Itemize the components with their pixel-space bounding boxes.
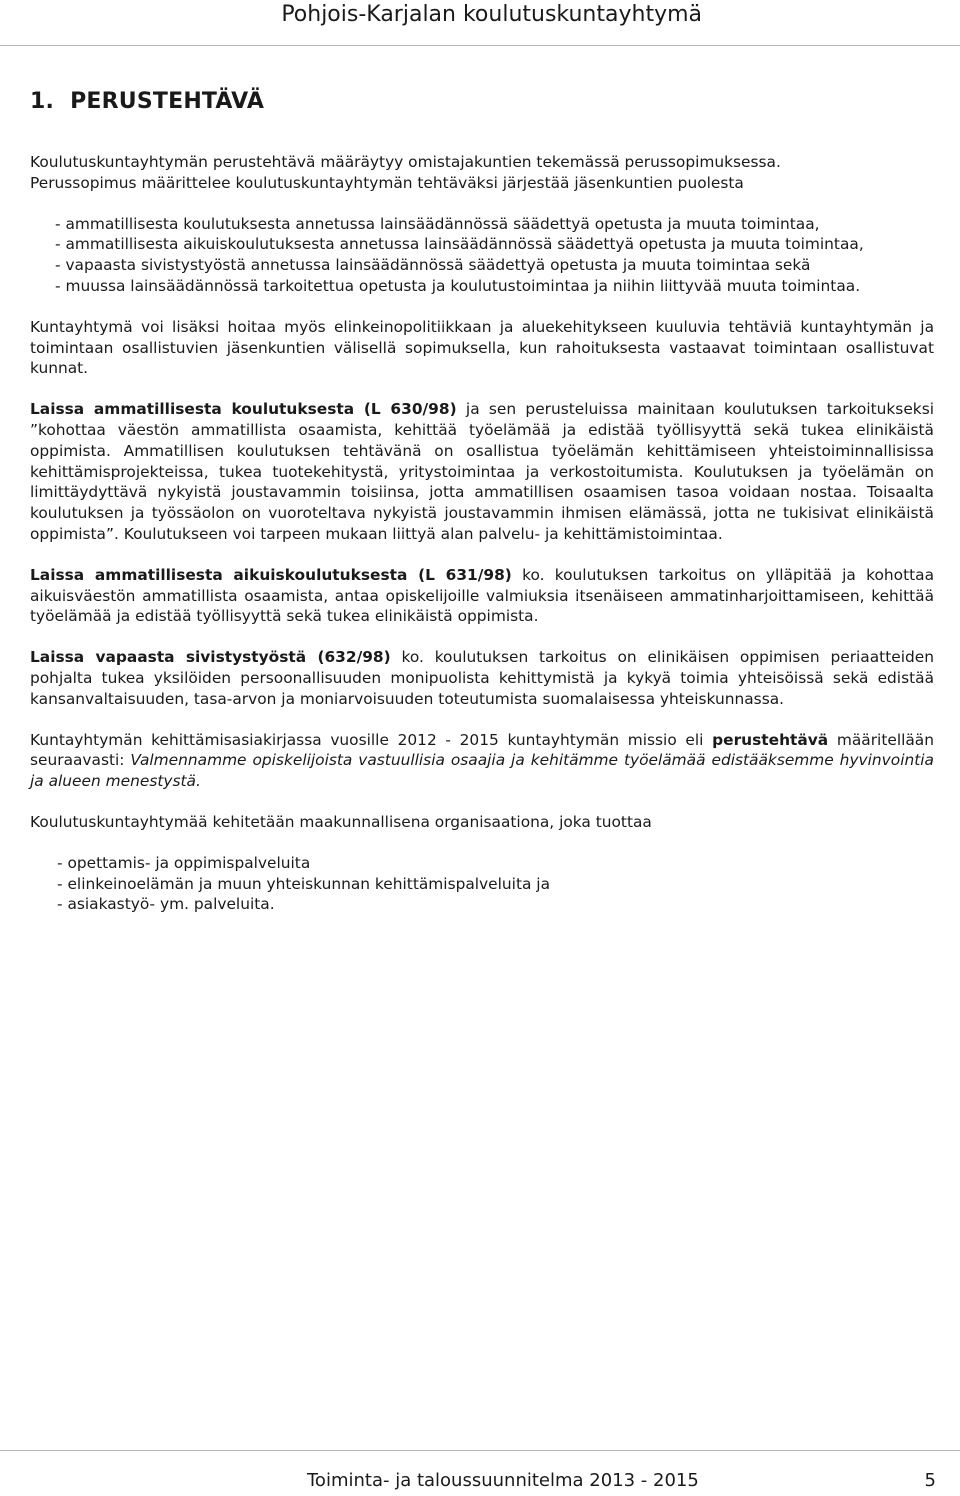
section-heading bbox=[30, 89, 264, 114]
paragraph-vocational-law: Laissa ammatillisesta koulutuksesta (L 630/98) ja sen perusteluissa mainitaan koulutuksen tarkoitukseksi ”kohottaa väestön ammatillista osaamista, kehittää työelämää ja edistää työllisyyttä sekä tukea elinikäistä oppimista. Ammatillisen koulutuksen tehtävänä on osallistua työelämän kehittämiseen yhteistoiminnallisissa kehittämisprojekteissa, tukea tuotekehitystä, yritystoimintaa ja verkostoitumista. Koulutuksen ja työelämän on limittäydyttävä nykyistä joustavammin toisiinsa, jotta ammatillisen osaamisen tasoa voidaan nostaa. Toisaalta koulutuksen ja työssäolon on vuoroteltava nykyistä joustavammin ihmisen elämässä, jotta ne tukisivat elinikäistä oppimista”. Koulutukseen voi tarpeen mukaan liittyä alan palvelu- ja kehittämistoimintaa. bbox=[30, 400, 935, 543]
section-number: 1. bbox=[30, 89, 55, 114]
mission-keyword: perustehtävä bbox=[712, 730, 829, 749]
footer-title: Toiminta- ja taloussuunnitelma 2013 - 2015 bbox=[307, 1470, 699, 1491]
header-divider bbox=[0, 45, 960, 46]
intro-line-1: Koulutuskuntayhtymän perustehtävä määräytyy omistajakuntien tekemässä perussopimuksessa. bbox=[30, 153, 781, 171]
law-reference-632: Laissa vapaasta sivistystyöstä (632/98) bbox=[30, 648, 391, 667]
duties-list bbox=[30, 214, 934, 297]
list-item: - opettamis- ja oppimispalveluita bbox=[57, 853, 311, 872]
intro-line-2: Perussopimus määrittelee koulutuskuntayhtymän tehtäväksi järjestää jäsenkuntien puolesta bbox=[30, 173, 744, 192]
paragraph-organisation: Koulutuskuntayhtymää kehitetään maakunnallisena organisaationa, joka tuottaa bbox=[30, 812, 652, 831]
footer-divider bbox=[0, 1450, 960, 1451]
list-item: - ammatillisesta koulutuksesta annetussa lainsäädännössä säädettyä opetusta ja muuta toimintaa, bbox=[55, 214, 820, 233]
law-reference-631: Laissa ammatillisesta aikuiskoulutuksesta (L 631/98) bbox=[30, 565, 512, 584]
mission-statement: Valmennamme opiskelijoista vastuullisia osaajia ja kehitämme työelämää edistääksemme hyvinvointia ja alueen menestystä. bbox=[30, 751, 934, 791]
document-body bbox=[30, 152, 934, 915]
section-title: PERUSTEHTÄVÄ bbox=[70, 89, 265, 114]
page-header bbox=[0, 0, 960, 48]
services-list bbox=[30, 853, 934, 915]
law-reference-630: Laissa ammatillisesta koulutuksesta (L 630/98) bbox=[30, 400, 457, 419]
paragraph-mission: Kuntayhtymän kehittämisasiakirjassa vuosille 2012 - 2015 kuntayhtymän missio eli perustehtävä määritellään seuraavasti: Valmennamme opiskelijoista vastuullisia osaajia ja kehitämme työelämää edistääksemme hyvinvointia ja alueen menestystä. bbox=[30, 730, 934, 791]
header-title: Pohjois-Karjalan koulutuskuntayhtymä bbox=[281, 2, 702, 27]
list-item: - ammatillisesta aikuiskoulutuksesta annetussa lainsäädännössä säädettyä opetusta ja muuta toimintaa, bbox=[55, 235, 864, 254]
list-item: - asiakastyö- ym. palveluita. bbox=[57, 895, 275, 914]
list-item: - vapaasta sivistystyöstä annetussa lainsäädännössä säädettyä opetusta ja muuta toimintaa sekä bbox=[55, 256, 811, 275]
list-item: - elinkeinoelämän ja muun yhteiskunnan kehittämispalveluita ja bbox=[57, 874, 551, 893]
paragraph-additional-duties: Kuntayhtymä voi lisäksi hoitaa myös elinkeinopolitiikkaan ja aluekehitykseen kuuluvia tehtäviä kuntayhtymän ja toimintaan osallistuvien jäsenkuntien välisellä sopimuksella, kun rahoituksesta vastaavat toimintaan osallistuvat kunnat. bbox=[30, 317, 934, 378]
paragraph-adult-education-law: Laissa ammatillisesta aikuiskoulutuksesta (L 631/98) ko. koulutuksen tarkoitus on ylläpitää ja kohottaa aikuisväestön ammatillista osaamista, antaa opiskelijoille valmiuksia itsenäiseen ammatinharjoittamiseen, kehittää työelämää ja edistää työllisyyttä sekä tukea elinikäistä oppimista. bbox=[30, 565, 934, 626]
page-number: 5 bbox=[924, 1470, 936, 1491]
paragraph-liberal-education-law: Laissa vapaasta sivistystyöstä (632/98) ko. koulutuksen tarkoitus on elinikäisen oppimisen periaatteiden pohjalta tukea yksilöiden persoonallisuuden monipuolista kehittymistä ja kykyä toimia yhteisöissä sekä edistää kansanvaltaisuuden, tasa-arvon ja moniarvoisuuden toteutumista suomalaisessa yhteiskunnassa. bbox=[30, 648, 934, 708]
list-item: - muussa lainsäädännössä tarkoitettua opetusta ja koulutustoimintaa ja niihin liittyvää muuta toimintaa. bbox=[55, 276, 861, 295]
